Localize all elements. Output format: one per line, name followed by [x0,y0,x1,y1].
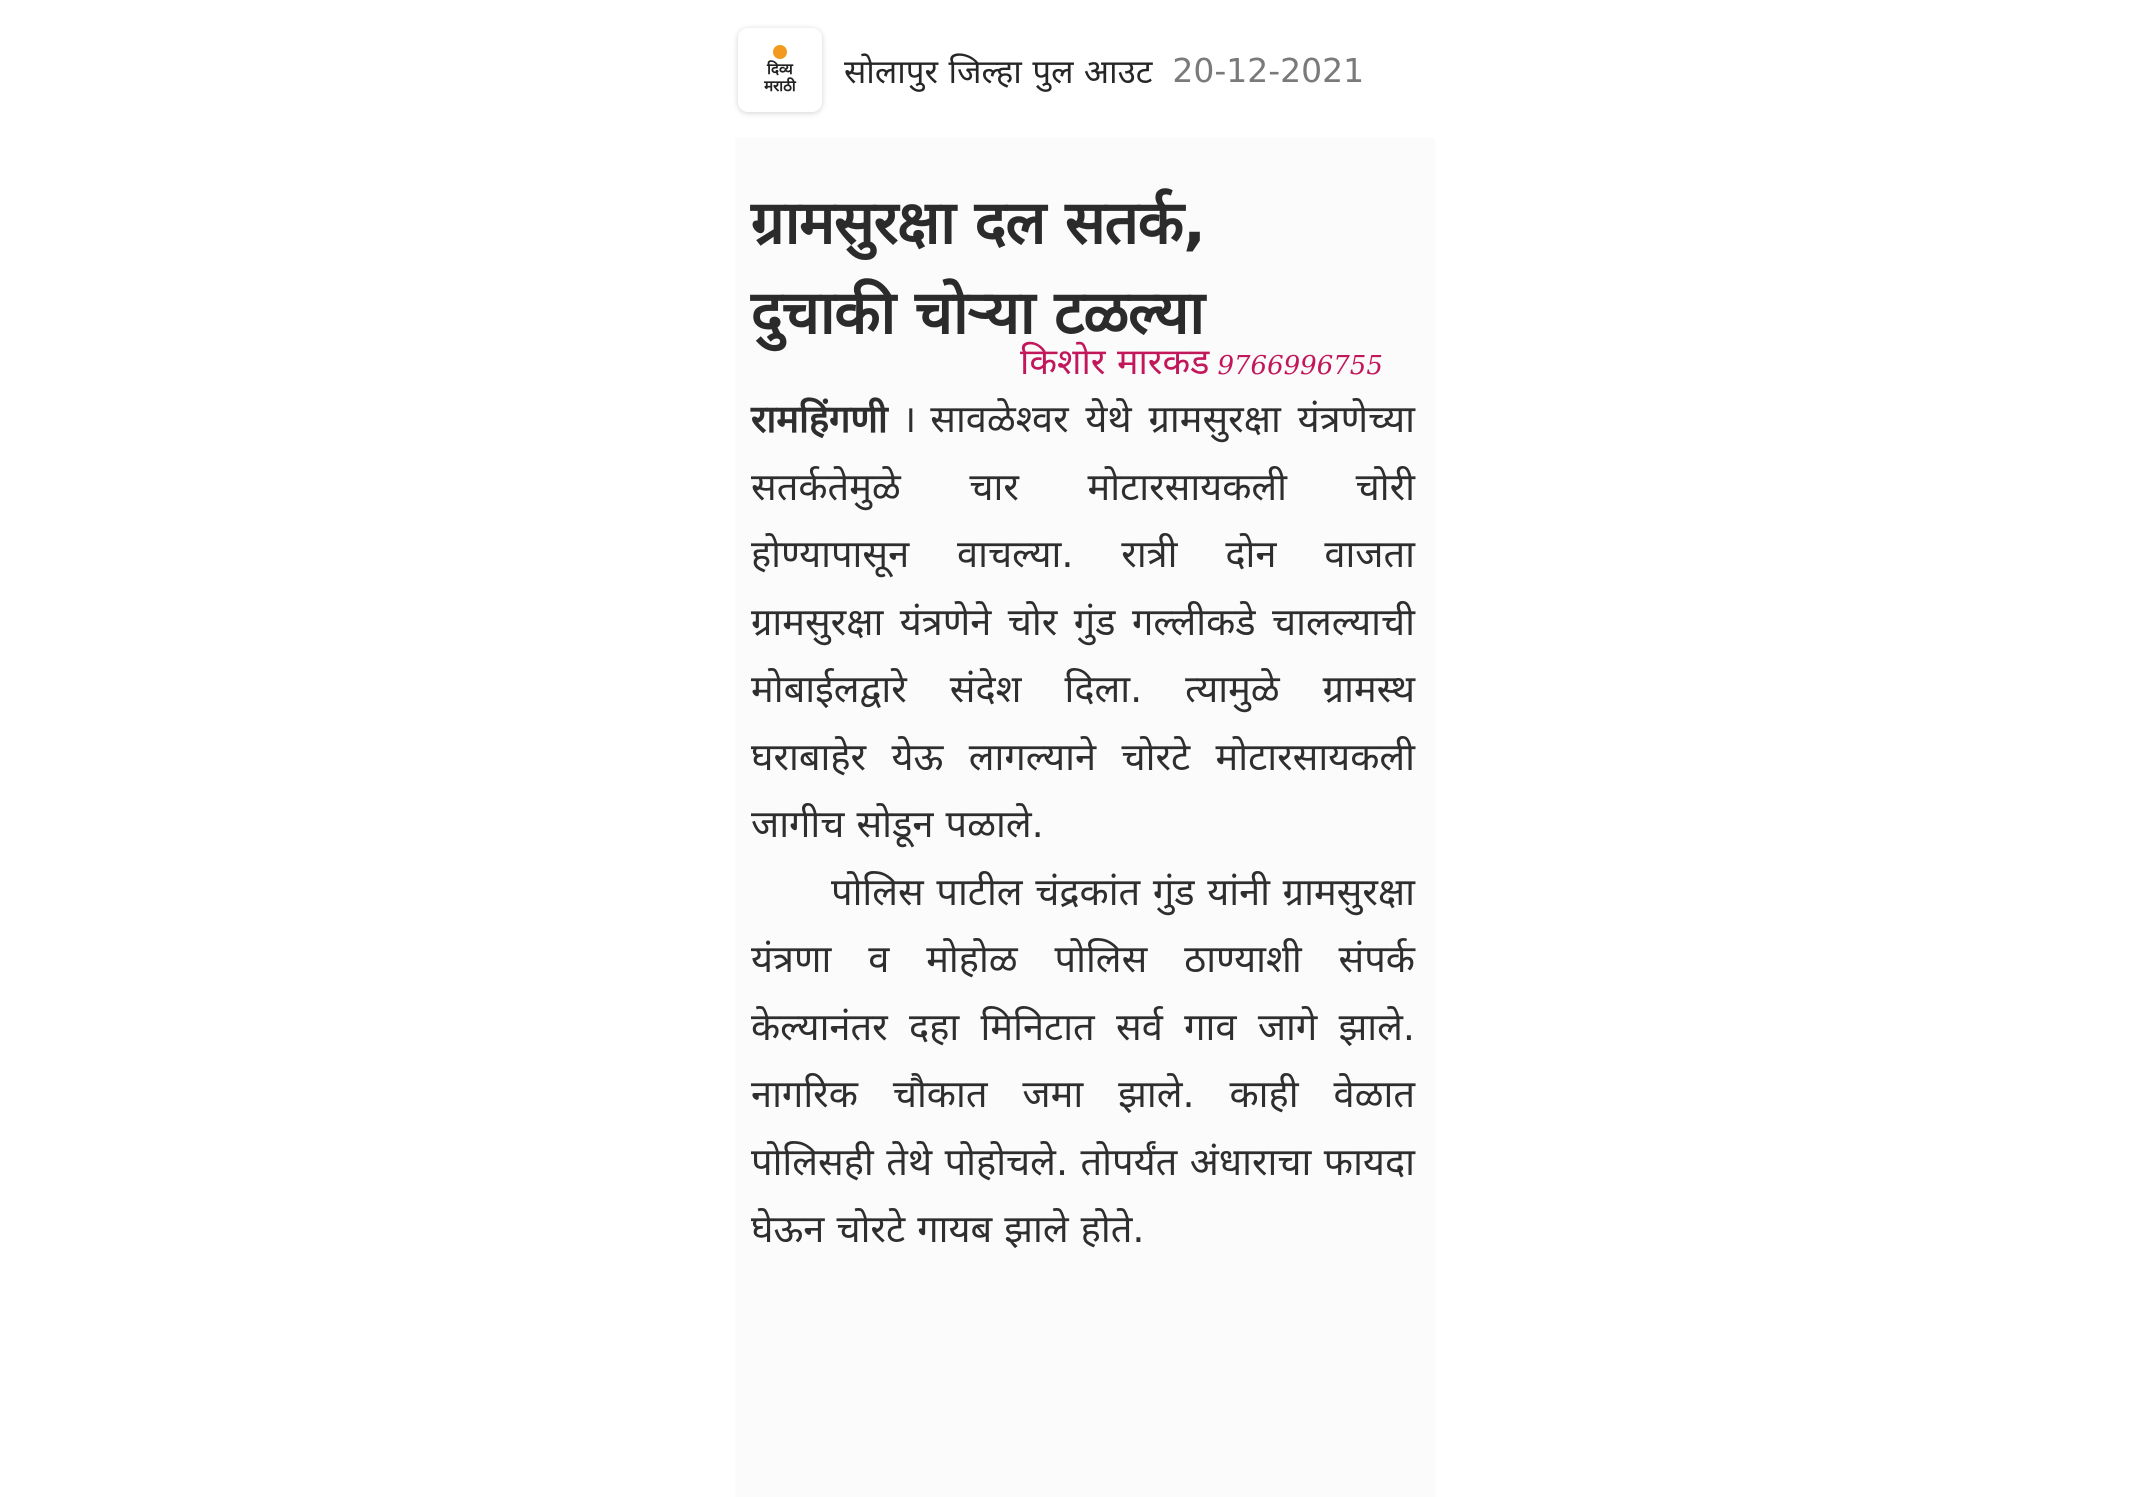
post-header [738,26,1364,114]
byline-phone: 9766996755 [1217,351,1383,381]
edition-date: 20-12-2021 [1172,50,1365,90]
paragraph-1-text: सावळेश्वर येथे ग्रामसुरक्षा यंत्रणेच्या सतर्कतेमुळे चार मोटारसायकली चोरी होण्यापासून वाचल्या. रात्री दोन वाजता ग्रामसुरक्षा यंत्रणेने चोर गुंड गल्लीकडे चालल्याची मोबाईलद्वारे संदेश दिला. त्यामुळे ग्रामस्थ घराबाहेर येऊ लागल्याने चोरटे मोटारसायकली जागीच सोडून पळाले. [751,397,1415,846]
article-paragraph-2: पोलिस पाटील चंद्रकांत गुंड यांनी ग्रामसुरक्षा यंत्रणा व मोहोळ पोलिस ठाण्याशी संपर्क केल्यानंतर दहा मिनिटात सर्व गाव जागे झाले. नागरिक चौकात जमा झाले. काही वेळात पोलिसही तेथे पोहोचले. तोपर्यंत अंधाराचा फायदा घेऊन चोरटे गायब झाले होते. [751,869,1415,1251]
logo-line1: दिव्य [767,60,793,78]
publication-logo[interactable] [738,28,822,112]
byline [1020,336,1383,385]
headline-line2: दुचाकी चोऱ्या टळल्या [751,278,1205,348]
dateline-separator: । [901,397,917,441]
edition-title[interactable]: सोलापुर जिल्हा पुल आउट [844,51,1153,91]
logo-line2: मराठी [764,77,796,95]
dateline: रामहिंगणी [751,397,888,441]
newspaper-clipping [735,138,1435,1497]
logo-dot-icon [773,45,787,59]
article-paragraph-1 [751,386,1415,859]
article-body [751,386,1415,1264]
article-headline [751,178,1205,358]
byline-name: किशोर मारकड [1020,342,1210,383]
headline-line1: ग्रामसुरक्षा दल सतर्क, [751,188,1205,258]
